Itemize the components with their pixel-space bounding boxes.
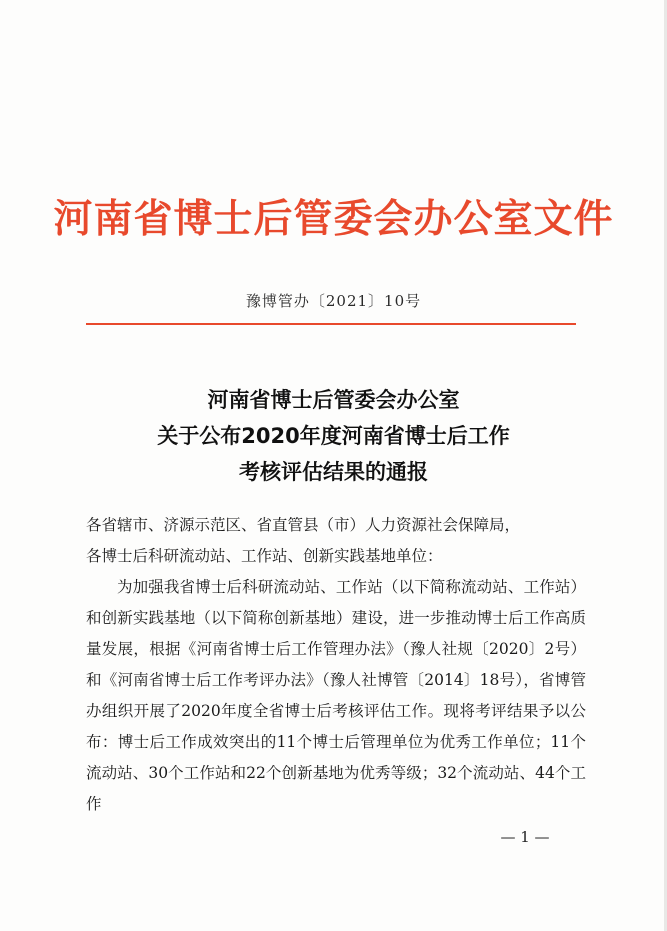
document-number: 豫博管办〔2021〕10号 <box>245 292 422 310</box>
recipients-line-1: 各省辖市、济源示范区、省直管县（市）人力资源社会保障局， <box>86 516 521 534</box>
red-divider-line <box>86 323 576 325</box>
notice-title-line-1: 河南省博士后管委会办公室 <box>207 388 460 412</box>
page-number: — 1 — <box>500 828 550 846</box>
notice-title-line-2: 关于公布2020年度河南省博士后工作 <box>157 424 510 448</box>
notice-title <box>0 382 667 490</box>
document-header-title: 河南省博士后管委会办公室文件 <box>53 197 614 242</box>
body-paragraph: 为加强我省博士后科研流动站、工作站（以下简称流动站、工作站）和创新实践基地（以下简称创新基地）建设，进一步推动博士后工作高质量发展，根据《河南省博士后工作管理办法》（豫人社规〔2020〕2号）和《河南省博士后工作考评办法》（豫人社博管〔2014〕18号），省博管办组织开展了2020年度全省博士后考核评估工作。现将考评结果予以公布：博士后工作成效突出的11个博士后管理单位为优秀工作单位；11个流动站、30个工作站和22个创新基地为优秀等级；32个流动站、44个工作 <box>86 578 586 813</box>
recipients-line-2: 各博士后科研流动站、工作站、创新实践基地单位： <box>86 547 443 565</box>
notice-title-line-3: 考核评估结果的通报 <box>239 460 428 484</box>
document-body <box>86 510 586 820</box>
